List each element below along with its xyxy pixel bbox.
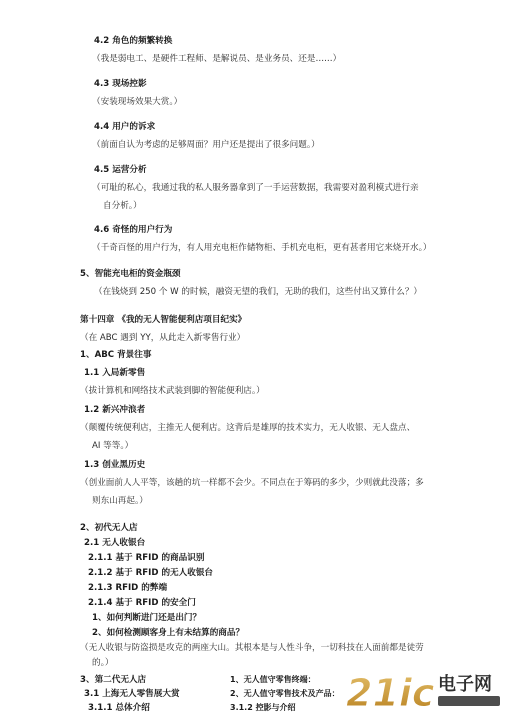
section-1-2-note: （颠覆传统便利店，主推无人便利店。这背后是雄厚的技术实力，无人收银、无人盘点、	[80, 423, 416, 433]
section-2-1-1-heading: 2.1.1 基于 RFID 的商品识别	[88, 553, 205, 563]
section-4-5-heading: 4.5 运营分析	[94, 165, 147, 175]
section-4-3-heading: 4.3 现场控影	[94, 79, 147, 89]
section-5-note: （在钱烧到 250 个 W 的时候，融资无望的我们，无助的我们，这些付出又算什么？）	[94, 287, 423, 297]
question-1: 1、如何判断进门还是出门？	[92, 613, 202, 623]
section-2-note: （无人收银与防盗损是攻克的两座大山。其根本是与人性斗争，一切科技在人面前都是徒劳	[80, 643, 424, 653]
section-4-5-note-cont: 自分析。）	[103, 201, 142, 211]
section-2-1-2-heading: 2.1.2 基于 RFID 的无人收银台	[88, 568, 214, 578]
section-4-2-heading: 4.2 角色的频繁转换	[94, 36, 173, 46]
section-1-3-note: （创业面前人人平等，该趟的坑一样都不会少。不同点在于筹码的多少，少则就此没落；多	[80, 478, 424, 488]
section-1-2-note-cont: AI 等等。）	[92, 441, 134, 451]
chapter-14-title: 第十四章 《我的无人智能便利店项目纪实》	[80, 315, 247, 325]
section-4-4-heading: 4.4 用户的诉求	[94, 122, 156, 132]
numbered-item-1: 1、无人值守零售终端：	[230, 675, 316, 684]
section-4-2-note: （我是弱电工、是硬件工程师、是解说员、是业务员、还是……）	[92, 54, 342, 64]
section-3-1-heading: 3.1 上海无人零售展大赏	[84, 689, 180, 699]
section-2-1-4-heading: 2.1.4 基于 RFID 的安全门	[88, 598, 196, 608]
section-3-1-1-heading: 3.1.1 总体介绍	[88, 703, 150, 713]
question-2: 2、如何检测顾客身上有未结算的商品？	[92, 628, 245, 638]
section-2-1-heading: 2.1 无人收银台	[84, 538, 146, 548]
chapter-14-subtitle: （在 ABC 遇到 YY，从此走入新零售行业）	[80, 333, 246, 343]
section-1-1-note: （拔计算机和网络技术武装到脚的智能便利店。）	[80, 386, 265, 396]
brand-watermark	[344, 666, 506, 716]
section-4-4-note: （前面自认为考虑的足够周面？用户还是提出了很多问题。）	[92, 140, 320, 150]
section-4-6-note: （千奇百怪的用户行为，有人用充电柜作储物柜、手机充电柜，更有甚者用它来烧开水。）	[92, 243, 432, 253]
section-3-1-2-heading: 3.1.2 控影与介绍	[230, 703, 296, 712]
section-2-note-cont: 的。）	[92, 658, 114, 668]
section-4-3-note: （安装现场效果大赏。）	[92, 97, 183, 107]
watermark-logo-icon	[344, 666, 506, 716]
section-4-5-note: （可耻的私心，我通过我的私人服务器拿到了一手运营数据，我需要对盈利模式进行亲	[92, 183, 419, 193]
section-1-heading: 1、ABC 背景往事	[80, 350, 152, 360]
section-1-2-heading: 1.2 新兴冲浪者	[84, 405, 146, 415]
section-3-heading: 3、第二代无人店	[80, 675, 147, 685]
numbered-item-2: 2、无人值守零售技术及产品：	[230, 689, 340, 698]
section-2-1-3-heading: 2.1.3 RFID 的弊端	[88, 583, 168, 593]
watermark-underbar	[438, 696, 500, 706]
section-1-3-heading: 1.3 创业黑历史	[84, 460, 146, 470]
section-4-6-heading: 4.6 奇怪的用户行为	[94, 225, 173, 235]
section-1-3-note-cont: 则东山再起。）	[92, 496, 148, 506]
watermark-brand-cjk: 电子网	[438, 674, 492, 695]
section-1-1-heading: 1.1 入局新零售	[84, 368, 146, 378]
watermark-brand-latin: 21ic	[346, 671, 435, 715]
section-2-heading: 2、初代无人店	[80, 523, 138, 533]
section-5-heading: 5、智能充电柜的资金瓶颈	[80, 269, 181, 279]
